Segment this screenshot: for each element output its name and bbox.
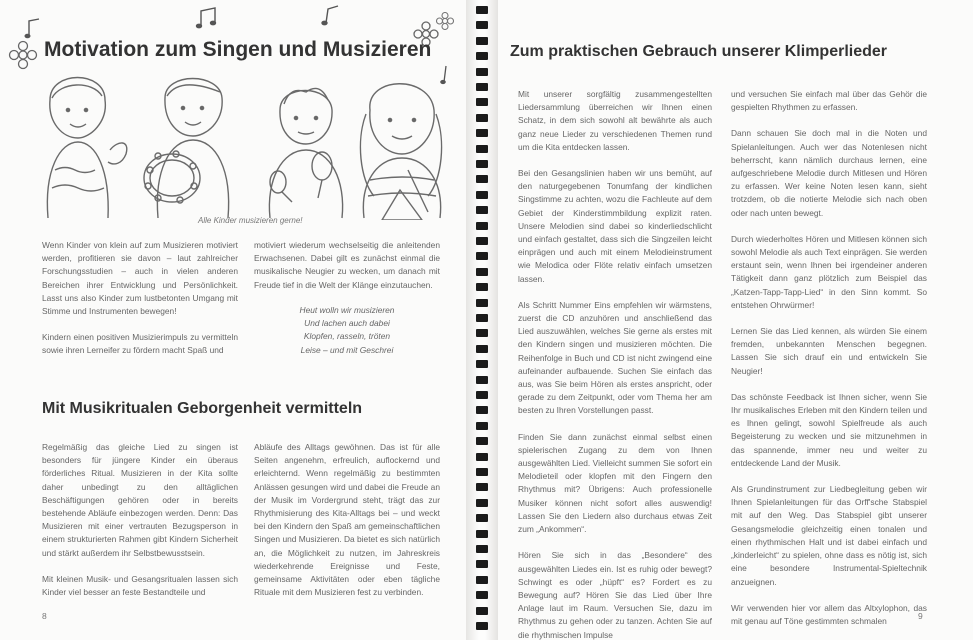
binding-ring <box>476 622 488 630</box>
binding-ring <box>476 560 488 568</box>
binding-ring <box>476 329 488 337</box>
binding-ring <box>476 37 488 45</box>
binding-ring <box>476 391 488 399</box>
text-column <box>42 239 238 371</box>
paragraph: Mit unserer sorgfältig zusammengestellten Liedersammlung überreichen wir Ihnen einen Schatz, in dem sich sowohl alt bewährte als auch ganz neue Lieder zu verschiedenen Themen rund um die Kita entdecken lassen. <box>518 89 712 152</box>
binding-ring <box>476 252 488 260</box>
binding-ring <box>476 268 488 276</box>
binding-ring <box>476 98 488 106</box>
binding-ring <box>476 21 488 29</box>
paragraph: Durch wiederholtes Hören und Mitlesen können sich sowohl Melodie als auch Text einprägen. Sie werden erstaunt sein, wenn Ihnen bei irgendeiner anderen Tätigkeit dann ganz plötzlich zum Beispiel das „Katzen-Tapp-Tapp-Lied“ in den Sinn kommt. So entstehen Ohrwürmer! <box>731 233 927 310</box>
text-column <box>518 88 712 640</box>
binding-ring <box>476 299 488 307</box>
verse-line: Und lachen auch dabei <box>304 318 390 329</box>
text-column <box>254 239 440 305</box>
paragraph: Als Schritt Nummer Eins empfehlen wir wärmstens, zuerst die CD anzuhören und anschließend das Lied auszuwählen, welches Sie gerne als erstes mit den Kindern singen und musizieren möchten. Die Reihenfolge in Buch und CD ist nicht zwingend eine aufeinander aufbauende. Suchen Sie einfach das aus, was Sie beim Hören als erstes anspricht, oder gerade zu dem Zeitpunkt, oder vom Thema her am besten zu Ihren Vorstellungen passt. <box>518 299 712 416</box>
image-caption: Alle Kinder musizieren gerne! <box>198 216 303 225</box>
paragraph: Finden Sie dann zunächst einmal selbst einen spielerischen Zugang zu dem von Ihnen ausgewählten Lied. Vielleicht summen Sie sofort ein Melodieteil oder klopfen mit den Fingern den Rhythmus mit? Übrigens: Auch professionelle Musiker können nicht sofort alles auswendig! Lassen Sie den Liedern also durchaus etwas Zeit zum „Ankommen“. <box>518 431 712 535</box>
binding-ring <box>476 576 488 584</box>
binding-ring <box>476 437 488 445</box>
binding-ring <box>476 175 488 183</box>
binding-ring <box>476 68 488 76</box>
verse-line: Klopfen, rasseln, tröten <box>303 331 391 342</box>
paragraph: Das schönste Feedback ist Ihnen sicher, wenn Sie Ihr musikalisches Erleben mit den Kindern teilen und es Ihnen gelingt, sowohl Spielfreude als auch Begeisterung zu wecken und sie mitzunehmen in das spannende, immer neu und weiter zu entdeckende Land der Musik. <box>731 391 927 468</box>
binding-ring <box>476 406 488 414</box>
binding-ring <box>476 468 488 476</box>
binding-ring <box>476 514 488 522</box>
paragraph: Wenn Kinder von klein auf zum Musizieren motiviert werden, profitieren sie davon – laut zahlreicher Forschungsstudien – auch in vielen anderen Bereichen ihrer Entwicklung und Persönlichkeit. Lasst uns also Kinder zum lustbetonten Umgang mit Stimme und Instrumenten bewegen! <box>42 240 238 317</box>
paragraph: Regelmäßig das gleiche Lied zu singen ist besonders für jüngere Kinder ein überaus förderliches Ritual. Musizieren in der Kita sollte daher unbedingt zu den alltäglichen Beschäftigungen gehören oder in bereits bestehende Abläufe einbezogen werden. Denn: Das Musizieren mit einer vertrauten Bezugsperson in einem strukturierten Rahmen gibt Kindern Sicherheit und stärkt außerdem ihr Selbstbewusstsein. <box>42 442 238 558</box>
flower-icon <box>436 12 454 30</box>
music-note-icon <box>195 6 221 32</box>
binding-ring <box>476 237 488 245</box>
binding-ring <box>476 83 488 91</box>
binding-ring <box>476 160 488 168</box>
text-column <box>254 441 440 612</box>
binding-ring <box>476 52 488 60</box>
paragraph: Abläufe des Alltags gewöhnen. Das ist für alle Seiten angenehm, erfreulich, auflockernd und erleichternd. Wenn regelmäßig zu bestimmten Anlässen gesungen wird und dabei die Freude an der Musik im Vordergrund steht, trägt das zur Rhythmisierung des Kita-Alltags bei – und weckt bei den Kindern den Spaß am gemeinschaftlichen Singen und Musizieren. Da bietet es sich natürlich an, die Möglichkeit zu nutzen, im Jahreskreis wiederkehrende Ereignisse und Feste, gemeinsame Aktivitäten oder eben tägliche Rituale mit dem Musizieren fest zu verbinden. <box>254 442 440 598</box>
binding-ring <box>476 376 488 384</box>
music-note-icon <box>320 4 344 28</box>
binding-ring <box>476 6 488 14</box>
binding-ring <box>476 530 488 538</box>
right-page <box>498 0 973 640</box>
page-title: Motivation zum Singen und Musizieren <box>44 38 432 61</box>
paragraph: Hören Sie sich in das „Besondere“ des ausgewählten Liedes ein. Ist es ruhig oder bewegt? Schwingt es oder „hüpft“ es? Fordert es zu Bewegung auf? Hören Sie das Lied über Ihre Anlage laut im Raum. Versuchen Sie, dazu im Rhythmus zu gehen oder zu tanzen. Achten Sie auf die rhythmischen Impulse <box>518 550 712 640</box>
paragraph: Bei den Gesangslinien haben wir uns bemüht, auf den naturgegebenen Tonumfang der kindlichen Singstimme zu achten, wozu die Fachleute auf dem Gebiet der Kinderstimmbildung explizit raten. Unsere Melodien sind dabei so kinderliedschlicht und einfach gestaltet, dass sich die Singzeilen leicht einprägen und auch mit einem Melodieinstrument wie Melodica oder Flöte relativ einfach umsetzen lassen. <box>518 168 712 284</box>
binding-ring <box>476 360 488 368</box>
paragraph: motiviert wiederum wechselseitig die anleitenden Erwachsenen. Dabei gilt es zunächst einmal die musikalische Neugier zu wecken, um danach mit Freude tief in die Welt der Klänge einzutauchen. <box>254 240 440 290</box>
binding-ring <box>476 591 488 599</box>
paragraph: Lernen Sie das Lied kennen, als würden Sie einem fremden, unbekannten Menschen begegnen. Lassen Sie sich drauf ein und entwickeln Sie Neugier! <box>731 326 927 376</box>
verse-line: Leise – und mit Geschrei <box>300 344 394 355</box>
binding-ring <box>476 114 488 122</box>
binding-ring <box>476 499 488 507</box>
verse-line: Heut wolln wir musizieren <box>299 305 395 315</box>
binding-ring <box>476 206 488 214</box>
left-page <box>0 0 466 640</box>
paragraph: Als Grundinstrument zur Liedbegleitung geben wir Ihnen Spielanleitungen für das Orff'sche Stabspiel mit auf den Weg. Das Stabspiel gibt unserer Gesangsmelodie gleichzeitig einen tonalen und einen rhythmischen Halt und ist dabei einfach und „kinderleicht“ zu spielen, ohne dass es nötig ist, sich eine besondere Instrumental-Spieltechnik anzueignen. <box>731 484 927 587</box>
paragraph: und versuchen Sie einfach mal über das Gehör die gespielten Rhythmen zu erfassen. <box>731 89 927 113</box>
section-title: Mit Musikritualen Geborgenheit vermitteln <box>42 400 363 417</box>
page-number: 9 <box>918 611 923 621</box>
music-note-icon <box>24 18 42 40</box>
binding-ring <box>476 453 488 461</box>
binding-ring <box>476 129 488 137</box>
text-column <box>42 441 238 612</box>
paragraph: Mit kleinen Musik- und Gesangsritualen lassen sich Kinder viel besser an feste Bestandteile und <box>42 573 238 598</box>
binding-ring <box>476 314 488 322</box>
page-title: Zum praktischen Gebrauch unserer Klimperlieder <box>510 43 888 60</box>
binding-ring <box>476 222 488 230</box>
page-number: 8 <box>42 611 47 621</box>
binding-ring <box>476 607 488 615</box>
binding-ring <box>476 483 488 491</box>
flower-icon <box>8 40 38 70</box>
verse <box>262 304 432 357</box>
paragraph: Wir verwenden hier vor allem das Altxylophon, das mit genau auf Töne gestimmten schmalen <box>731 602 927 626</box>
binding-ring <box>476 145 488 153</box>
paragraph: Kindern einen positiven Musizierimpuls zu vermitteln sowie ihren Lerneifer zu fördern macht Spaß und <box>42 332 238 356</box>
text-column <box>731 88 927 640</box>
binding-ring <box>476 545 488 553</box>
paragraph: Dann schauen Sie doch mal in die Noten und Spielanleitungen. Auch wer das Notenlesen nicht beherrscht, kann nämlich durchaus lernen, eine aufgeschriebene Melodie durch Mitlesen und Hören zu erfassen. Wer keine Noten lesen kann, sieht trotzdem, ob die notierte Melodie sich nach oben oder nach unten bewegt. <box>731 128 927 218</box>
binding-ring <box>476 422 488 430</box>
children-illustration <box>30 70 450 220</box>
binding-ring <box>476 345 488 353</box>
binding-ring <box>476 191 488 199</box>
binding-ring <box>476 283 488 291</box>
